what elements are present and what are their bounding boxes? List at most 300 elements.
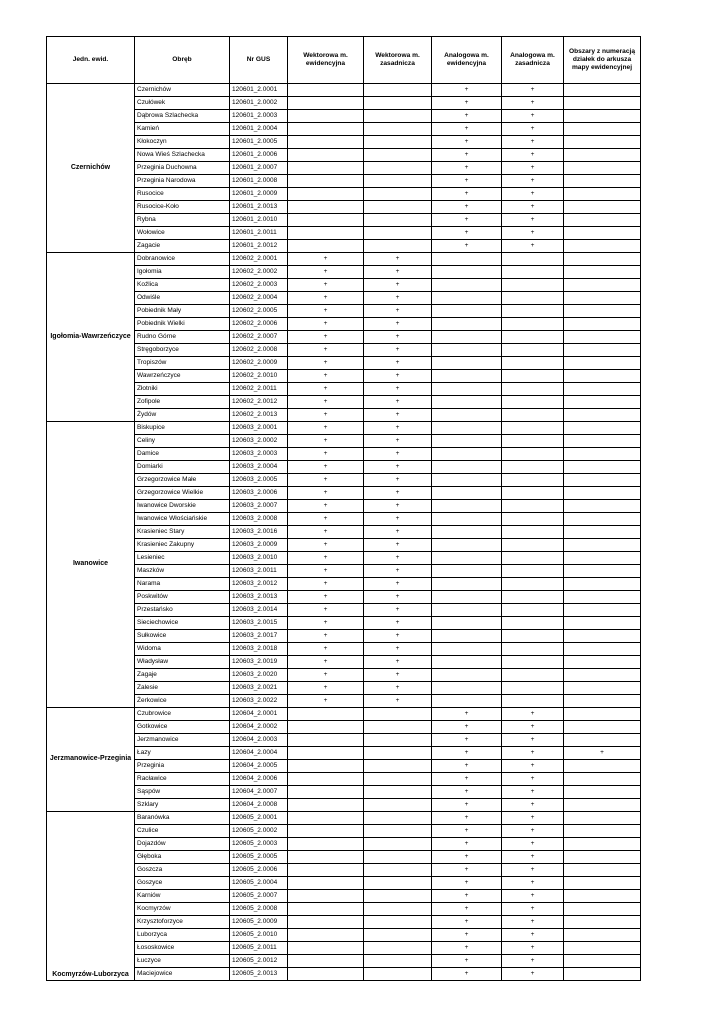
precinct-name: Kłokoczyn: [135, 136, 230, 149]
table-row: [47, 812, 641, 825]
vector-cadastral-mark: +: [288, 357, 364, 370]
analog-cadastral-mark: +: [432, 188, 502, 201]
analog-base-mark: +: [502, 734, 564, 747]
parcel-area-mark: [564, 370, 641, 383]
analog-cadastral-mark: +: [432, 747, 502, 760]
vector-cadastral-mark: +: [288, 344, 364, 357]
analog-cadastral-mark: +: [432, 786, 502, 799]
analog-base-mark: +: [502, 903, 564, 916]
vector-base-mark: +: [364, 396, 432, 409]
vector-base-mark: +: [364, 331, 432, 344]
table-row: [47, 773, 641, 786]
analog-cadastral-mark: [432, 552, 502, 565]
precinct-name: Luborzyca: [135, 929, 230, 942]
table-row: [47, 136, 641, 149]
precinct-name: Czubrowice: [135, 708, 230, 721]
analog-base-mark: [502, 617, 564, 630]
header-analog-cadastral-map: Analogowa m. ewidencyjna: [432, 37, 502, 84]
analog-base-mark: +: [502, 747, 564, 760]
precinct-name: Rusocice-Koło: [135, 201, 230, 214]
vector-cadastral-mark: [288, 175, 364, 188]
precinct-name: Goszcza: [135, 864, 230, 877]
analog-base-mark: +: [502, 812, 564, 825]
vector-base-mark: [364, 864, 432, 877]
vector-cadastral-mark: +: [288, 266, 364, 279]
precinct-name: Rudno Górne: [135, 331, 230, 344]
gus-number: 120602_2.0005: [230, 305, 288, 318]
table-row: [47, 864, 641, 877]
analog-cadastral-mark: [432, 383, 502, 396]
parcel-area-mark: [564, 84, 641, 97]
vector-base-mark: [364, 786, 432, 799]
gus-number: 120601_2.0007: [230, 162, 288, 175]
vector-base-mark: [364, 97, 432, 110]
precinct-name: Przeginia: [135, 760, 230, 773]
vector-base-mark: +: [364, 409, 432, 422]
gus-number: 120602_2.0001: [230, 253, 288, 266]
analog-base-mark: [502, 695, 564, 708]
table-row: [47, 578, 641, 591]
vector-base-mark: [364, 916, 432, 929]
precinct-name: Krasieniec Stary: [135, 526, 230, 539]
analog-cadastral-mark: [432, 474, 502, 487]
analog-cadastral-mark: +: [432, 162, 502, 175]
vector-base-mark: [364, 942, 432, 955]
table-row: [47, 396, 641, 409]
precinct-name: Jerzmanowice: [135, 734, 230, 747]
vector-base-mark: +: [364, 383, 432, 396]
gus-number: 120604_2.0002: [230, 721, 288, 734]
gus-number: 120602_2.0003: [230, 279, 288, 292]
vector-base-mark: [364, 162, 432, 175]
analog-base-mark: +: [502, 214, 564, 227]
vector-cadastral-mark: +: [288, 448, 364, 461]
vector-cadastral-mark: +: [288, 292, 364, 305]
gus-number: 120604_2.0003: [230, 734, 288, 747]
analog-cadastral-mark: +: [432, 890, 502, 903]
gus-number: 120605_2.0004: [230, 877, 288, 890]
gus-number: 120602_2.0009: [230, 357, 288, 370]
vector-base-mark: [364, 84, 432, 97]
gus-number: 120601_2.0003: [230, 110, 288, 123]
precinct-name: Poskwitów: [135, 591, 230, 604]
analog-cadastral-mark: [432, 344, 502, 357]
vector-cadastral-mark: +: [288, 435, 364, 448]
analog-base-mark: [502, 292, 564, 305]
parcel-area-mark: [564, 448, 641, 461]
analog-base-mark: [502, 604, 564, 617]
gus-number: 120602_2.0006: [230, 318, 288, 331]
analog-cadastral-mark: [432, 656, 502, 669]
table-row: [47, 799, 641, 812]
precinct-name: Łazy: [135, 747, 230, 760]
vector-base-mark: [364, 188, 432, 201]
parcel-area-mark: [564, 656, 641, 669]
gus-number: 120601_2.0004: [230, 123, 288, 136]
vector-cadastral-mark: +: [288, 656, 364, 669]
parcel-area-mark: [564, 721, 641, 734]
precinct-name: Czulice: [135, 825, 230, 838]
table-row: [47, 656, 641, 669]
header-parcel-numbering-areas: Obszary z numeracją działek do arkusza mapy ewidencyjnej: [564, 37, 641, 84]
analog-cadastral-mark: [432, 630, 502, 643]
vector-base-mark: +: [364, 448, 432, 461]
gus-number: 120601_2.0002: [230, 97, 288, 110]
precinct-name: Zalesie: [135, 682, 230, 695]
analog-base-mark: [502, 591, 564, 604]
parcel-area-mark: [564, 110, 641, 123]
parcel-area-mark: [564, 383, 641, 396]
vector-cadastral-mark: [288, 149, 364, 162]
vector-base-mark: [364, 838, 432, 851]
analog-base-mark: +: [502, 955, 564, 968]
analog-base-mark: +: [502, 851, 564, 864]
gus-number: 120605_2.0008: [230, 903, 288, 916]
table-row: [47, 825, 641, 838]
vector-cadastral-mark: +: [288, 318, 364, 331]
table-row: [47, 344, 641, 357]
analog-cadastral-mark: +: [432, 968, 502, 981]
vector-base-mark: +: [364, 682, 432, 695]
unit-name: Igołomia-Wawrzeńczyce: [47, 253, 135, 422]
parcel-area-mark: [564, 929, 641, 942]
precinct-name: Głęboka: [135, 851, 230, 864]
analog-base-mark: +: [502, 136, 564, 149]
analog-base-mark: +: [502, 916, 564, 929]
vector-cadastral-mark: [288, 864, 364, 877]
analog-cadastral-mark: [432, 513, 502, 526]
analog-base-mark: [502, 409, 564, 422]
analog-cadastral-mark: +: [432, 240, 502, 253]
gus-number: 120604_2.0005: [230, 760, 288, 773]
vector-base-mark: [364, 929, 432, 942]
parcel-area-mark: [564, 422, 641, 435]
gus-number: 120604_2.0007: [230, 786, 288, 799]
parcel-area-mark: [564, 851, 641, 864]
analog-base-mark: [502, 253, 564, 266]
table-row: [47, 760, 641, 773]
parcel-area-mark: [564, 734, 641, 747]
analog-cadastral-mark: [432, 500, 502, 513]
analog-base-mark: +: [502, 84, 564, 97]
analog-base-mark: +: [502, 890, 564, 903]
analog-cadastral-mark: +: [432, 903, 502, 916]
unit-name: Czernichów: [47, 84, 135, 253]
parcel-area-mark: [564, 201, 641, 214]
gus-number: 120601_2.0013: [230, 201, 288, 214]
table-row: [47, 188, 641, 201]
vector-cadastral-mark: +: [288, 682, 364, 695]
table-row: [47, 357, 641, 370]
vector-base-mark: +: [364, 539, 432, 552]
analog-cadastral-mark: [432, 448, 502, 461]
precinct-name: Pobiednik Wielki: [135, 318, 230, 331]
precinct-name: Zagaje: [135, 669, 230, 682]
gus-number: 120603_2.0006: [230, 487, 288, 500]
table-row: [47, 448, 641, 461]
analog-cadastral-mark: [432, 435, 502, 448]
precinct-name: Nowa Wieś Szlachecka: [135, 149, 230, 162]
analog-cadastral-mark: +: [432, 227, 502, 240]
gus-number: 120605_2.0001: [230, 812, 288, 825]
gus-number: 120603_2.0008: [230, 513, 288, 526]
analog-base-mark: [502, 643, 564, 656]
analog-cadastral-mark: +: [432, 721, 502, 734]
analog-base-mark: +: [502, 721, 564, 734]
analog-base-mark: [502, 513, 564, 526]
analog-base-mark: [502, 578, 564, 591]
vector-base-mark: +: [364, 305, 432, 318]
gus-number: 120603_2.0015: [230, 617, 288, 630]
parcel-area-mark: [564, 578, 641, 591]
analog-base-mark: +: [502, 838, 564, 851]
parcel-area-mark: [564, 903, 641, 916]
analog-cadastral-mark: +: [432, 214, 502, 227]
precinct-name: Złotniki: [135, 383, 230, 396]
precinct-name: Łososkowice: [135, 942, 230, 955]
parcel-area-mark: [564, 344, 641, 357]
parcel-area-mark: [564, 630, 641, 643]
vector-base-mark: [364, 851, 432, 864]
table-row: [47, 942, 641, 955]
gus-number: 120601_2.0001: [230, 84, 288, 97]
analog-base-mark: [502, 435, 564, 448]
table-row: [47, 682, 641, 695]
vector-base-mark: [364, 149, 432, 162]
table-row: [47, 214, 641, 227]
precinct-name: Biskupice: [135, 422, 230, 435]
vector-cadastral-mark: [288, 240, 364, 253]
vector-base-mark: +: [364, 513, 432, 526]
vector-base-mark: [364, 734, 432, 747]
analog-base-mark: [502, 448, 564, 461]
analog-base-mark: [502, 474, 564, 487]
precinct-name: Celiny: [135, 435, 230, 448]
gus-number: 120605_2.0010: [230, 929, 288, 942]
gus-number: 120603_2.0005: [230, 474, 288, 487]
table-row: [47, 604, 641, 617]
parcel-area-mark: [564, 565, 641, 578]
parcel-area-mark: [564, 435, 641, 448]
parcel-area-mark: [564, 799, 641, 812]
vector-base-mark: +: [364, 253, 432, 266]
table-row: [47, 409, 641, 422]
gus-number: 120605_2.0011: [230, 942, 288, 955]
precinct-name: Grzegorzowice Wielkie: [135, 487, 230, 500]
vector-base-mark: [364, 812, 432, 825]
table-row: [47, 305, 641, 318]
table-row: [47, 721, 641, 734]
analog-cadastral-mark: [432, 604, 502, 617]
analog-cadastral-mark: [432, 357, 502, 370]
analog-cadastral-mark: +: [432, 812, 502, 825]
gus-number: 120602_2.0008: [230, 344, 288, 357]
vector-cadastral-mark: +: [288, 695, 364, 708]
gus-number: 120603_2.0017: [230, 630, 288, 643]
gus-number: 120601_2.0009: [230, 188, 288, 201]
gus-number: 120603_2.0018: [230, 643, 288, 656]
vector-base-mark: [364, 136, 432, 149]
precinct-name: Sułkowice: [135, 630, 230, 643]
gus-number: 120603_2.0010: [230, 552, 288, 565]
parcel-area-mark: +: [564, 747, 641, 760]
analog-cadastral-mark: +: [432, 110, 502, 123]
analog-cadastral-mark: [432, 578, 502, 591]
table-row: [47, 695, 641, 708]
gus-number: 120603_2.0001: [230, 422, 288, 435]
table-row: [47, 474, 641, 487]
analog-base-mark: +: [502, 929, 564, 942]
analog-base-mark: [502, 383, 564, 396]
analog-cadastral-mark: +: [432, 929, 502, 942]
gus-number: 120602_2.0004: [230, 292, 288, 305]
precinct-name: Kocmyrzów: [135, 903, 230, 916]
analog-base-mark: [502, 305, 564, 318]
analog-base-mark: +: [502, 825, 564, 838]
table-row: [47, 201, 641, 214]
parcel-area-mark: [564, 942, 641, 955]
analog-base-mark: [502, 526, 564, 539]
vector-base-mark: [364, 955, 432, 968]
header-analog-base-map: Analogowa m. zasadnicza: [502, 37, 564, 84]
analog-cadastral-mark: [432, 266, 502, 279]
precinct-name: Karniów: [135, 890, 230, 903]
precinct-name: Igołomia: [135, 266, 230, 279]
precinct-name: Kamień: [135, 123, 230, 136]
vector-base-mark: +: [364, 669, 432, 682]
table-row: [47, 786, 641, 799]
parcel-area-mark: [564, 838, 641, 851]
vector-cadastral-mark: [288, 799, 364, 812]
table-row: [47, 591, 641, 604]
gus-number: 120605_2.0013: [230, 968, 288, 981]
vector-base-mark: +: [364, 435, 432, 448]
vector-cadastral-mark: [288, 214, 364, 227]
vector-cadastral-mark: [288, 110, 364, 123]
vector-base-mark: +: [364, 630, 432, 643]
parcel-area-mark: [564, 643, 641, 656]
vector-base-mark: [364, 968, 432, 981]
analog-cadastral-mark: +: [432, 838, 502, 851]
parcel-area-mark: [564, 825, 641, 838]
analog-cadastral-mark: [432, 643, 502, 656]
precinct-name: Sieciechowice: [135, 617, 230, 630]
vector-cadastral-mark: +: [288, 253, 364, 266]
analog-cadastral-mark: +: [432, 149, 502, 162]
vector-base-mark: [364, 747, 432, 760]
vector-cadastral-mark: +: [288, 487, 364, 500]
vector-base-mark: +: [364, 604, 432, 617]
table-row: [47, 903, 641, 916]
table-row: [47, 110, 641, 123]
analog-base-mark: [502, 487, 564, 500]
table-row: [47, 669, 641, 682]
vector-base-mark: [364, 110, 432, 123]
analog-base-mark: +: [502, 708, 564, 721]
analog-cadastral-mark: +: [432, 136, 502, 149]
analog-base-mark: [502, 370, 564, 383]
gus-number: 120604_2.0008: [230, 799, 288, 812]
parcel-area-mark: [564, 552, 641, 565]
vector-base-mark: [364, 721, 432, 734]
vector-cadastral-mark: +: [288, 305, 364, 318]
vector-cadastral-mark: +: [288, 539, 364, 552]
parcel-area-mark: [564, 396, 641, 409]
vector-cadastral-mark: +: [288, 461, 364, 474]
vector-base-mark: +: [364, 500, 432, 513]
table-row: [47, 955, 641, 968]
analog-base-mark: +: [502, 149, 564, 162]
vector-base-mark: [364, 708, 432, 721]
parcel-area-mark: [564, 864, 641, 877]
analog-base-mark: [502, 357, 564, 370]
analog-cadastral-mark: [432, 591, 502, 604]
gus-number: 120603_2.0022: [230, 695, 288, 708]
analog-cadastral-mark: [432, 396, 502, 409]
parcel-area-mark: [564, 539, 641, 552]
precinct-name: Widoma: [135, 643, 230, 656]
gus-number: 120605_2.0003: [230, 838, 288, 851]
precinct-name: Grzegorzowice Małe: [135, 474, 230, 487]
precinct-name: Iwanowice Dworskie: [135, 500, 230, 513]
table-row: [47, 890, 641, 903]
table-row: [47, 838, 641, 851]
analog-base-mark: [502, 422, 564, 435]
vector-cadastral-mark: +: [288, 513, 364, 526]
parcel-area-mark: [564, 474, 641, 487]
gus-number: 120604_2.0006: [230, 773, 288, 786]
precinct-name: Gotkowice: [135, 721, 230, 734]
precinct-name: Żerkowice: [135, 695, 230, 708]
gus-number: 120605_2.0007: [230, 890, 288, 903]
gus-number: 120603_2.0014: [230, 604, 288, 617]
registry-sheet: [46, 36, 640, 981]
unit-name: Iwanowice: [47, 422, 135, 708]
gus-number: 120603_2.0013: [230, 591, 288, 604]
vector-cadastral-mark: [288, 955, 364, 968]
analog-cadastral-mark: +: [432, 955, 502, 968]
gus-number: 120605_2.0009: [230, 916, 288, 929]
parcel-area-mark: [564, 708, 641, 721]
parcel-area-mark: [564, 318, 641, 331]
analog-cadastral-mark: [432, 279, 502, 292]
table-row: [47, 435, 641, 448]
analog-base-mark: [502, 682, 564, 695]
analog-cadastral-mark: +: [432, 942, 502, 955]
table-row: [47, 539, 641, 552]
table-row: [47, 266, 641, 279]
parcel-area-mark: [564, 890, 641, 903]
vector-cadastral-mark: +: [288, 383, 364, 396]
header-vector-cadastral-map: Wektorowa m. ewidencyjna: [288, 37, 364, 84]
vector-cadastral-mark: +: [288, 396, 364, 409]
header-unit: Jedn. ewid.: [47, 37, 135, 84]
analog-cadastral-mark: +: [432, 123, 502, 136]
analog-base-mark: [502, 266, 564, 279]
analog-base-mark: +: [502, 773, 564, 786]
analog-base-mark: +: [502, 799, 564, 812]
precinct-name: Czułówek: [135, 97, 230, 110]
vector-base-mark: [364, 825, 432, 838]
precinct-name: Koźlica: [135, 279, 230, 292]
gus-number: 120603_2.0004: [230, 461, 288, 474]
analog-cadastral-mark: +: [432, 84, 502, 97]
precinct-name: Domiarki: [135, 461, 230, 474]
precinct-name: Zofipole: [135, 396, 230, 409]
table-row: [47, 513, 641, 526]
gus-number: 120603_2.0012: [230, 578, 288, 591]
gus-number: 120605_2.0002: [230, 825, 288, 838]
